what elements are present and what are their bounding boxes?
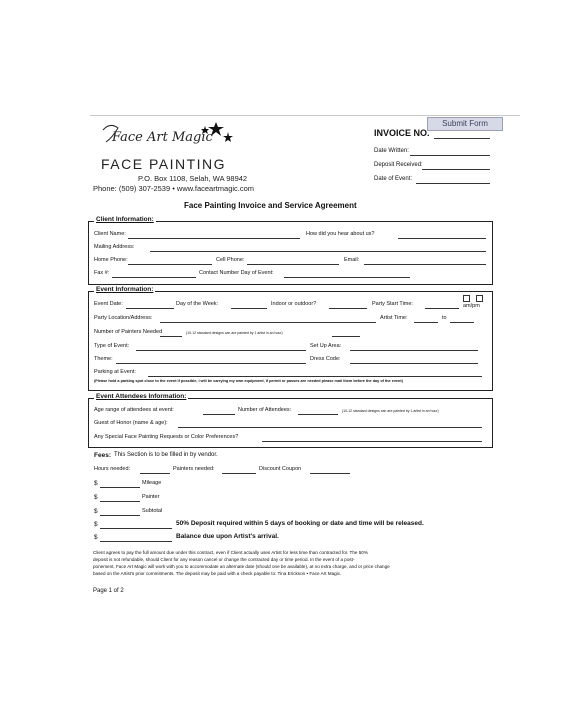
mailing-address-label: Mailing Address: (94, 244, 135, 250)
indoor-outdoor-label: Indoor or outdoor? (271, 301, 317, 307)
hours-needed-field[interactable] (140, 473, 170, 474)
party-start-label: Party Start Time: (372, 301, 413, 307)
date-of-event-label: Date of Event: (374, 176, 413, 182)
painter-label: Painter (142, 494, 160, 500)
setup-area-label: Set Up Area: (310, 343, 342, 349)
fax-label: Fax #: (94, 270, 110, 276)
party-location-field[interactable] (160, 322, 376, 323)
age-range-field[interactable] (203, 414, 235, 415)
guest-honor-field[interactable] (178, 427, 482, 428)
client-info-box (88, 221, 493, 285)
subtotal-field[interactable] (100, 515, 140, 516)
logo-wordmark: Face Art Magic (112, 130, 213, 145)
discount-coupon-field[interactable] (310, 473, 350, 474)
contact-number-field[interactable] (284, 277, 410, 278)
home-phone-field[interactable] (128, 264, 212, 265)
client-name-field[interactable] (128, 238, 300, 239)
mileage-field[interactable] (100, 487, 140, 488)
special-requests-field[interactable] (262, 441, 482, 442)
painters-needed-field[interactable] (222, 473, 256, 474)
theme-label: Theme: (94, 356, 113, 362)
num-attendees-label: Number of Attendees: (238, 407, 292, 413)
invoice-number-label: INVOICE NO. (374, 128, 430, 138)
event-date-field[interactable] (126, 308, 174, 309)
attendees-info-title: Event Attendees Information: (96, 393, 187, 400)
brand-phone: Phone: (509) 307-2539 • www.faceartmagic.com (93, 184, 255, 193)
star-icon (223, 132, 233, 142)
terms-line: deposit is not refundable, should Client for any reason cancel or change the contracted day or time period. In the event of a post- (93, 557, 355, 562)
submit-form-button[interactable]: Submit Form (427, 117, 503, 131)
top-rule (90, 115, 520, 116)
deposit-received-label: Deposit Received: (374, 162, 423, 168)
mileage-label: Mileage (142, 480, 162, 486)
parking-note: (Please hold a parking spot close to the event if possible, I will be carrying my own equipment, if permit or passes are needed please mail them before the day of the event) (94, 379, 403, 383)
setup-area-field[interactable] (350, 350, 478, 351)
document-title: Face Painting Invoice and Service Agreement (184, 201, 357, 210)
date-written-label: Date Written: (374, 148, 409, 154)
contact-number-label: Contact Number Day of Event: (199, 270, 274, 276)
cell-phone-field[interactable] (247, 264, 339, 265)
terms-line: ponement, Face Art Magic will work with you to accommodate an alternate date (should one be available), at no extra charge, and or price change (93, 564, 390, 569)
parking-field[interactable] (148, 376, 482, 377)
hours-needed-label: Hours needed: (94, 466, 131, 472)
am-checkbox[interactable] (463, 295, 470, 302)
parking-label: Parking at Event: (94, 369, 136, 375)
artist-time-start-field[interactable] (414, 322, 438, 323)
invoice-number-field[interactable] (434, 138, 490, 139)
age-range-label: Age range of attendees at event: (94, 407, 174, 413)
balance-label: Balance due upon Artist's arrival. (176, 533, 279, 540)
painter-field[interactable] (100, 501, 140, 502)
artist-time-label: Artist Time: (380, 315, 408, 321)
deposit-field[interactable] (100, 528, 172, 529)
date-written-field[interactable] (410, 155, 490, 156)
day-of-week-field[interactable] (231, 308, 267, 309)
fees-note: This Section is to be filled in by vendor. (114, 452, 218, 458)
discount-coupon-label: Discount Coupon (259, 466, 302, 472)
pm-checkbox[interactable] (476, 295, 483, 302)
terms-paragraph (93, 549, 493, 577)
special-requests-label: Any Special Face Painting Requests or Color Preferences? (94, 434, 239, 440)
num-painters-extra-field[interactable] (332, 336, 360, 337)
event-date-label: Event Date: (94, 301, 123, 307)
page-number: Page 1 of 2 (93, 588, 124, 594)
fax-field[interactable] (112, 277, 196, 278)
type-event-field[interactable] (136, 350, 306, 351)
num-attendees-field[interactable] (298, 414, 338, 415)
party-location-label: Party Location/Address: (94, 315, 153, 321)
client-info-title: Client Information: (96, 216, 154, 223)
dollar-sign: $ (94, 508, 98, 515)
fees-title: Fees: (94, 452, 111, 459)
deposit-label: 50% Deposit required within 5 days of booking or date and time will be released. (176, 520, 424, 527)
event-info-title: Event Information: (96, 286, 154, 293)
am-pm-label: am/pm (463, 303, 480, 309)
how-heard-label: How did you hear about us? (306, 231, 375, 237)
painters-needed-label: Painters needed: (173, 466, 215, 472)
num-painters-label: Number of Painters Needed (94, 329, 163, 335)
dress-code-label: Dress Code: (310, 356, 341, 362)
indoor-outdoor-field[interactable] (329, 308, 367, 309)
subtotal-label: Subtotal (142, 508, 163, 514)
brand-address: P.O. Box 1108, Selah, WA 98942 (138, 174, 248, 183)
num-painters-note: (10-12 standard designs can are painted by 1 artist in an hour) (186, 331, 283, 335)
dress-code-field[interactable] (350, 363, 478, 364)
num-attendees-note: (10-12 standard designs can are painted by 1 artist in an hour) (342, 409, 439, 413)
guest-honor-label: Guest of Honor (name & age): (94, 420, 168, 426)
dollar-sign: $ (94, 480, 98, 487)
terms-line: Client agrees to pay the full amount due under this contract, even if Client actually uses Artist for less time than contracted for. The 50% (93, 550, 368, 555)
dollar-sign: $ (94, 521, 98, 528)
deposit-received-field[interactable] (422, 169, 490, 170)
email-field[interactable] (364, 264, 486, 265)
dollar-sign: $ (94, 534, 98, 541)
cell-phone-label: Cell Phone: (216, 257, 245, 263)
home-phone-label: Home Phone: (94, 257, 128, 263)
type-event-label: Type of Event: (94, 343, 130, 349)
artist-time-to-label: to (442, 315, 447, 321)
artist-time-end-field[interactable] (450, 322, 474, 323)
party-start-field[interactable] (425, 308, 459, 309)
brand-name: FACE PAINTING (101, 156, 227, 172)
num-painters-field[interactable] (160, 336, 182, 337)
theme-field[interactable] (116, 363, 306, 364)
client-name-label: Client Name: (94, 231, 126, 237)
email-label: Email: (344, 257, 360, 263)
mailing-address-field[interactable] (150, 251, 486, 252)
balance-field[interactable] (100, 541, 172, 542)
dollar-sign: $ (94, 494, 98, 501)
day-of-week-label: Day of the Week: (176, 301, 219, 307)
terms-line: based on the Artist's prior commitments. The deposit may be paid with a check payable to: Tina Erickson • Face Art Magic. (93, 571, 342, 576)
how-heard-field[interactable] (398, 238, 486, 239)
date-of-event-field[interactable] (416, 183, 490, 184)
